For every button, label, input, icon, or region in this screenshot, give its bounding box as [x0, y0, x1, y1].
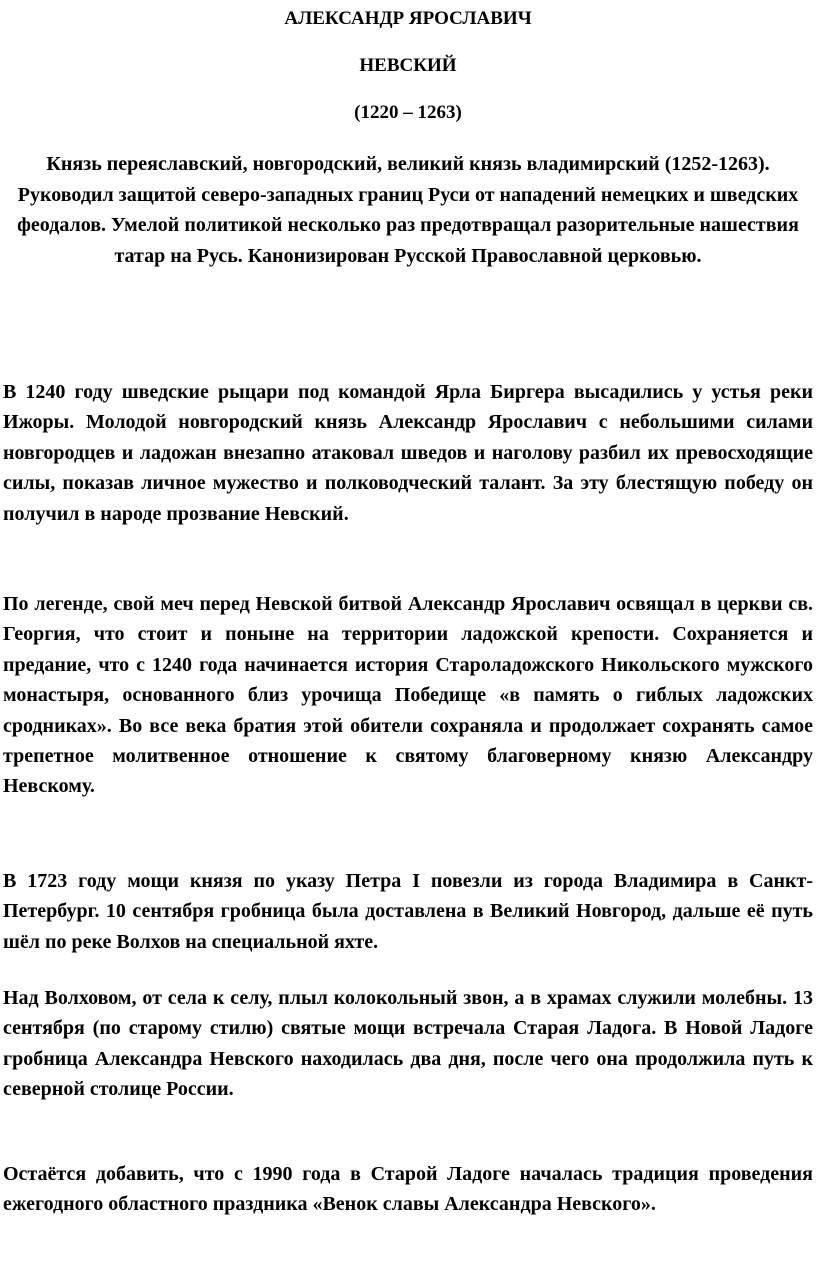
document-title-years: (1220 – 1263) — [354, 102, 462, 123]
document-title-name: АЛЕКСАНДР ЯРОСЛАВИЧ — [284, 8, 532, 29]
body-paragraph: Остаётся добавить, что с 1990 года в Старой Ладоге началась традиция проведения ежегодного областного праздника «Венок славы Александра Невского». — [3, 1163, 813, 1216]
body-paragraph: Над Волховом, от села к селу, плыл колокольный звон, а в храмах служили молебны. 13 сентября (по старому стилю) святые мощи встречала Старая Ладога. В Новой Ладоге гробница Александра Невского находилась два дня, после чего она продолжила путь к северной столице России. — [3, 987, 813, 1101]
intro-paragraph: Князь переяславский, новгородский, великий князь владимирский (1252-1263). Руководил защитой северо-западных границ Руси от нападений немецких и шведских феодалов. Умелой политикой несколько раз предотвращал разорительные нашествия татар на Русь. Канонизирован Русской Православной церковью. — [17, 153, 799, 267]
body-paragraph: В 1240 году шведские рыцари под командой Ярла Биргера высадились у устья реки Ижоры. Молодой новгородский князь Александр Ярославич с небольшими силами новгородцев и ладожан внезапно атаковал шведов и наголову разбил их превосходящие силы, показав личное мужество и полководческий талант. За эту блестящую победу он получил в народе прозвание Невский. — [3, 381, 813, 525]
document-title-epithet: НЕВСКИЙ — [359, 55, 457, 76]
body-paragraph: В 1723 году мощи князя по указу Петра I повезли из города Владимира в Санкт-Петербург. 10 сентября гробница была доставлена в Великий Новгород, дальше её путь шёл по реке Волхов на специальной яхте. — [3, 870, 813, 953]
body-paragraph: По легенде, свой меч перед Невской битвой Александр Ярославич освящал в церкви св. Георгия, что стоит и поныне на территории ладожской крепости. Сохраняется и предание, что с 1240 года начинается история Староладожского Никольского мужского монастыря, основанного близ урочища Победище «в память о гиблых ладожских сродниках». Во все века братия этой обители сохраняла и продолжает сохранять самое трепетное молитвенное отношение к святому благоверному князю Александру Невскому. — [3, 593, 813, 798]
